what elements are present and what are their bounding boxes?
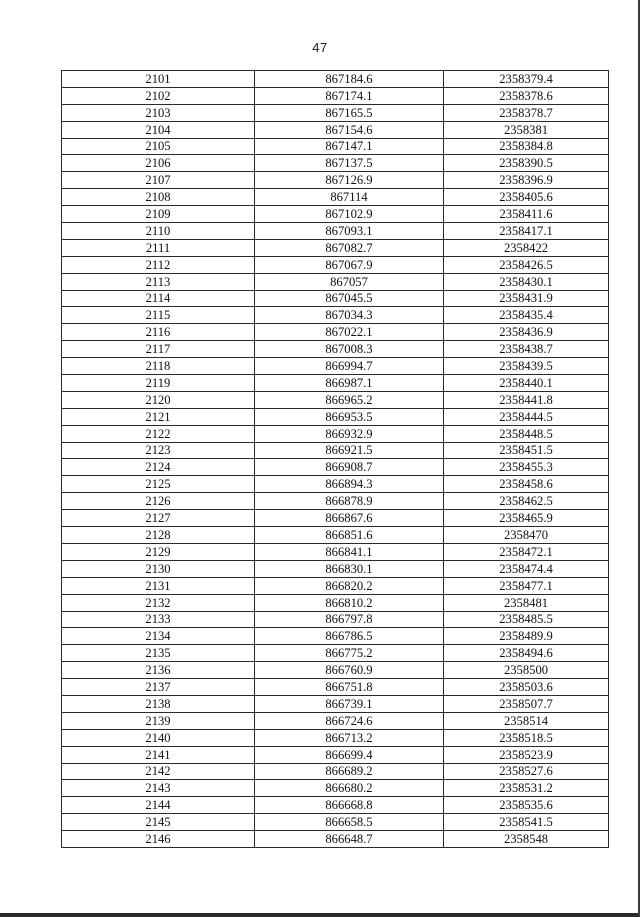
y-coordinate-cell: 2358489.9 bbox=[444, 628, 609, 645]
point-number-cell: 2136 bbox=[62, 662, 255, 679]
x-coordinate-cell: 866760.9 bbox=[255, 662, 444, 679]
point-number-cell: 2141 bbox=[62, 746, 255, 763]
y-coordinate-cell: 2358477.1 bbox=[444, 577, 609, 594]
page-number: 47 bbox=[312, 40, 328, 55]
x-coordinate-cell: 867008.3 bbox=[255, 341, 444, 358]
point-number-cell: 2130 bbox=[62, 560, 255, 577]
y-coordinate-cell: 2358379.4 bbox=[444, 71, 609, 88]
table-row bbox=[62, 831, 609, 848]
x-coordinate-cell: 866953.5 bbox=[255, 408, 444, 425]
point-number-cell: 2123 bbox=[62, 442, 255, 459]
point-number-cell: 2138 bbox=[62, 695, 255, 712]
table-row bbox=[62, 87, 609, 104]
table-row bbox=[62, 71, 609, 88]
point-number-cell: 2102 bbox=[62, 87, 255, 104]
y-coordinate-cell: 2358440.1 bbox=[444, 375, 609, 392]
point-number-cell: 2129 bbox=[62, 543, 255, 560]
table-row bbox=[62, 611, 609, 628]
y-coordinate-cell: 2358503.6 bbox=[444, 679, 609, 696]
table-row bbox=[62, 324, 609, 341]
x-coordinate-cell: 866820.2 bbox=[255, 577, 444, 594]
point-number-cell: 2126 bbox=[62, 493, 255, 510]
x-coordinate-cell: 866786.5 bbox=[255, 628, 444, 645]
x-coordinate-cell: 866739.1 bbox=[255, 695, 444, 712]
table-row bbox=[62, 189, 609, 206]
point-number-cell: 2109 bbox=[62, 206, 255, 223]
point-number-cell: 2145 bbox=[62, 814, 255, 831]
x-coordinate-cell: 866994.7 bbox=[255, 358, 444, 375]
y-coordinate-cell: 2358441.8 bbox=[444, 391, 609, 408]
point-number-cell: 2124 bbox=[62, 459, 255, 476]
x-coordinate-cell: 866797.8 bbox=[255, 611, 444, 628]
x-coordinate-cell: 866921.5 bbox=[255, 442, 444, 459]
x-coordinate-cell: 867093.1 bbox=[255, 223, 444, 240]
y-coordinate-cell: 2358451.5 bbox=[444, 442, 609, 459]
x-coordinate-cell: 866965.2 bbox=[255, 391, 444, 408]
table-row bbox=[62, 679, 609, 696]
x-coordinate-cell: 867174.1 bbox=[255, 87, 444, 104]
point-number-cell: 2113 bbox=[62, 273, 255, 290]
y-coordinate-cell: 2358485.5 bbox=[444, 611, 609, 628]
y-coordinate-cell: 2358458.6 bbox=[444, 476, 609, 493]
table-row bbox=[62, 256, 609, 273]
point-number-cell: 2137 bbox=[62, 679, 255, 696]
y-coordinate-cell: 2358438.7 bbox=[444, 341, 609, 358]
y-coordinate-cell: 2358430.1 bbox=[444, 273, 609, 290]
x-coordinate-cell: 867022.1 bbox=[255, 324, 444, 341]
y-coordinate-cell: 2358481 bbox=[444, 594, 609, 611]
point-number-cell: 2139 bbox=[62, 712, 255, 729]
table-row bbox=[62, 645, 609, 662]
x-coordinate-cell: 866699.4 bbox=[255, 746, 444, 763]
x-coordinate-cell: 866810.2 bbox=[255, 594, 444, 611]
coordinate-table bbox=[61, 70, 609, 848]
point-number-cell: 2128 bbox=[62, 527, 255, 544]
point-number-cell: 2107 bbox=[62, 172, 255, 189]
x-coordinate-cell: 867154.6 bbox=[255, 121, 444, 138]
y-coordinate-cell: 2358384.8 bbox=[444, 138, 609, 155]
point-number-cell: 2143 bbox=[62, 780, 255, 797]
table-row bbox=[62, 527, 609, 544]
table-row bbox=[62, 543, 609, 560]
y-coordinate-cell: 2358455.3 bbox=[444, 459, 609, 476]
table-row bbox=[62, 712, 609, 729]
table-row bbox=[62, 459, 609, 476]
point-number-cell: 2103 bbox=[62, 104, 255, 121]
table-row bbox=[62, 358, 609, 375]
x-coordinate-cell: 866680.2 bbox=[255, 780, 444, 797]
y-coordinate-cell: 2358378.7 bbox=[444, 104, 609, 121]
x-coordinate-cell: 866851.6 bbox=[255, 527, 444, 544]
table-row bbox=[62, 290, 609, 307]
point-number-cell: 2146 bbox=[62, 831, 255, 848]
y-coordinate-cell: 2358465.9 bbox=[444, 510, 609, 527]
y-coordinate-cell: 2358541.5 bbox=[444, 814, 609, 831]
y-coordinate-cell: 2358378.6 bbox=[444, 87, 609, 104]
y-coordinate-cell: 2358431.9 bbox=[444, 290, 609, 307]
y-coordinate-cell: 2358396.9 bbox=[444, 172, 609, 189]
y-coordinate-cell: 2358535.6 bbox=[444, 797, 609, 814]
point-number-cell: 2120 bbox=[62, 391, 255, 408]
table-row bbox=[62, 223, 609, 240]
table-row bbox=[62, 780, 609, 797]
x-coordinate-cell: 866894.3 bbox=[255, 476, 444, 493]
x-coordinate-cell: 866689.2 bbox=[255, 763, 444, 780]
x-coordinate-cell: 867082.7 bbox=[255, 239, 444, 256]
y-coordinate-cell: 2358518.5 bbox=[444, 729, 609, 746]
y-coordinate-cell: 2358422 bbox=[444, 239, 609, 256]
table-row bbox=[62, 391, 609, 408]
point-number-cell: 2105 bbox=[62, 138, 255, 155]
x-coordinate-cell: 866908.7 bbox=[255, 459, 444, 476]
table-row bbox=[62, 341, 609, 358]
table-row bbox=[62, 408, 609, 425]
y-coordinate-cell: 2358507.7 bbox=[444, 695, 609, 712]
point-number-cell: 2142 bbox=[62, 763, 255, 780]
point-number-cell: 2111 bbox=[62, 239, 255, 256]
point-number-cell: 2133 bbox=[62, 611, 255, 628]
table-row bbox=[62, 239, 609, 256]
x-coordinate-cell: 866648.7 bbox=[255, 831, 444, 848]
table-row bbox=[62, 104, 609, 121]
point-number-cell: 2132 bbox=[62, 594, 255, 611]
y-coordinate-cell: 2358500 bbox=[444, 662, 609, 679]
x-coordinate-cell: 866775.2 bbox=[255, 645, 444, 662]
y-coordinate-cell: 2358462.5 bbox=[444, 493, 609, 510]
table-row bbox=[62, 138, 609, 155]
x-coordinate-cell: 867184.6 bbox=[255, 71, 444, 88]
table-row bbox=[62, 425, 609, 442]
coordinate-table-body bbox=[62, 71, 609, 848]
x-coordinate-cell: 866987.1 bbox=[255, 375, 444, 392]
x-coordinate-cell: 866867.6 bbox=[255, 510, 444, 527]
table-row bbox=[62, 577, 609, 594]
x-coordinate-cell: 867126.9 bbox=[255, 172, 444, 189]
point-number-cell: 2108 bbox=[62, 189, 255, 206]
x-coordinate-cell: 867102.9 bbox=[255, 206, 444, 223]
x-coordinate-cell: 867114 bbox=[255, 189, 444, 206]
x-coordinate-cell: 866932.9 bbox=[255, 425, 444, 442]
x-coordinate-cell: 866713.2 bbox=[255, 729, 444, 746]
point-number-cell: 2127 bbox=[62, 510, 255, 527]
table-row bbox=[62, 493, 609, 510]
x-coordinate-cell: 867045.5 bbox=[255, 290, 444, 307]
x-coordinate-cell: 866751.8 bbox=[255, 679, 444, 696]
y-coordinate-cell: 2358448.5 bbox=[444, 425, 609, 442]
table-row bbox=[62, 662, 609, 679]
scan-edge-bottom bbox=[0, 913, 640, 917]
y-coordinate-cell: 2358417.1 bbox=[444, 223, 609, 240]
point-number-cell: 2112 bbox=[62, 256, 255, 273]
point-number-cell: 2110 bbox=[62, 223, 255, 240]
point-number-cell: 2104 bbox=[62, 121, 255, 138]
x-coordinate-cell: 867057 bbox=[255, 273, 444, 290]
table-row bbox=[62, 594, 609, 611]
x-coordinate-cell: 866668.8 bbox=[255, 797, 444, 814]
point-number-cell: 2140 bbox=[62, 729, 255, 746]
y-coordinate-cell: 2358548 bbox=[444, 831, 609, 848]
y-coordinate-cell: 2358523.9 bbox=[444, 746, 609, 763]
point-number-cell: 2135 bbox=[62, 645, 255, 662]
y-coordinate-cell: 2358474.4 bbox=[444, 560, 609, 577]
y-coordinate-cell: 2358426.5 bbox=[444, 256, 609, 273]
table-row bbox=[62, 442, 609, 459]
table-row bbox=[62, 746, 609, 763]
y-coordinate-cell: 2358514 bbox=[444, 712, 609, 729]
point-number-cell: 2114 bbox=[62, 290, 255, 307]
table-row bbox=[62, 273, 609, 290]
table-row bbox=[62, 206, 609, 223]
table-row bbox=[62, 510, 609, 527]
table-row bbox=[62, 307, 609, 324]
point-number-cell: 2115 bbox=[62, 307, 255, 324]
y-coordinate-cell: 2358439.5 bbox=[444, 358, 609, 375]
table-row bbox=[62, 476, 609, 493]
x-coordinate-cell: 867034.3 bbox=[255, 307, 444, 324]
point-number-cell: 2125 bbox=[62, 476, 255, 493]
point-number-cell: 2119 bbox=[62, 375, 255, 392]
point-number-cell: 2122 bbox=[62, 425, 255, 442]
y-coordinate-cell: 2358444.5 bbox=[444, 408, 609, 425]
table-row bbox=[62, 121, 609, 138]
point-number-cell: 2144 bbox=[62, 797, 255, 814]
point-number-cell: 2118 bbox=[62, 358, 255, 375]
y-coordinate-cell: 2358531.2 bbox=[444, 780, 609, 797]
y-coordinate-cell: 2358435.4 bbox=[444, 307, 609, 324]
table-row bbox=[62, 814, 609, 831]
point-number-cell: 2117 bbox=[62, 341, 255, 358]
y-coordinate-cell: 2358411.6 bbox=[444, 206, 609, 223]
point-number-cell: 2121 bbox=[62, 408, 255, 425]
table-row bbox=[62, 375, 609, 392]
table-row bbox=[62, 729, 609, 746]
y-coordinate-cell: 2358436.9 bbox=[444, 324, 609, 341]
y-coordinate-cell: 2358470 bbox=[444, 527, 609, 544]
y-coordinate-cell: 2358405.6 bbox=[444, 189, 609, 206]
y-coordinate-cell: 2358527.6 bbox=[444, 763, 609, 780]
point-number-cell: 2101 bbox=[62, 71, 255, 88]
x-coordinate-cell: 867147.1 bbox=[255, 138, 444, 155]
table-row bbox=[62, 695, 609, 712]
x-coordinate-cell: 866878.9 bbox=[255, 493, 444, 510]
x-coordinate-cell: 866724.6 bbox=[255, 712, 444, 729]
point-number-cell: 2106 bbox=[62, 155, 255, 172]
table-row bbox=[62, 560, 609, 577]
point-number-cell: 2116 bbox=[62, 324, 255, 341]
y-coordinate-cell: 2358472.1 bbox=[444, 543, 609, 560]
table-row bbox=[62, 628, 609, 645]
x-coordinate-cell: 866830.1 bbox=[255, 560, 444, 577]
table-row bbox=[62, 797, 609, 814]
y-coordinate-cell: 2358381 bbox=[444, 121, 609, 138]
x-coordinate-cell: 866658.5 bbox=[255, 814, 444, 831]
x-coordinate-cell: 867165.5 bbox=[255, 104, 444, 121]
table-row bbox=[62, 763, 609, 780]
x-coordinate-cell: 867137.5 bbox=[255, 155, 444, 172]
table-row bbox=[62, 172, 609, 189]
point-number-cell: 2131 bbox=[62, 577, 255, 594]
y-coordinate-cell: 2358494.6 bbox=[444, 645, 609, 662]
x-coordinate-cell: 866841.1 bbox=[255, 543, 444, 560]
point-number-cell: 2134 bbox=[62, 628, 255, 645]
x-coordinate-cell: 867067.9 bbox=[255, 256, 444, 273]
y-coordinate-cell: 2358390.5 bbox=[444, 155, 609, 172]
table-row bbox=[62, 155, 609, 172]
